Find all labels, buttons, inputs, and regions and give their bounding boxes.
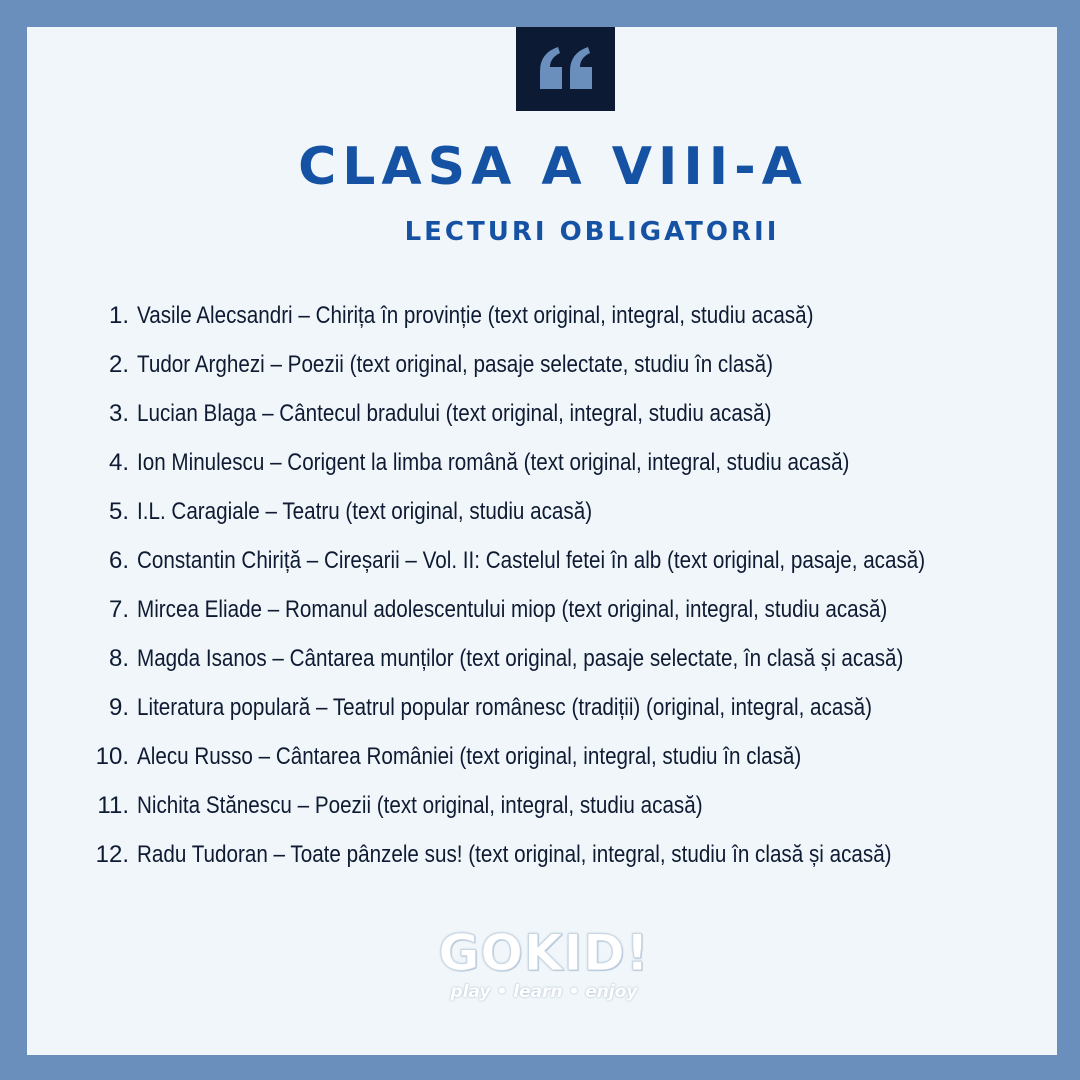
- quote-badge: [516, 27, 615, 111]
- content-panel: [27, 27, 1057, 1055]
- list-item: [67, 683, 1052, 732]
- list-item-number: 3.: [108, 399, 129, 427]
- list-item: [67, 438, 1052, 487]
- list-item-text: Alecu Russo – Cântarea României (text original, integral, studiu în clasă): [137, 742, 802, 770]
- list-item-number: 6.: [108, 546, 129, 574]
- logo-wordmark: GOKID!: [438, 924, 650, 982]
- list-item-text: Vasile Alecsandri – Chirița în provinție (text original, integral, studiu acasă): [137, 301, 814, 329]
- list-item: [67, 340, 1052, 389]
- gokid-logo: [419, 925, 669, 1015]
- list-item-number: 2.: [108, 350, 129, 378]
- list-item-number: 1.: [108, 301, 129, 329]
- list-item-number: 11.: [97, 791, 129, 819]
- list-item-text: Ion Minulescu – Corigent la limba română (text original, integral, studiu acasă): [137, 448, 850, 476]
- list-item-text: Tudor Arghezi – Poezii (text original, pasaje selectate, studiu în clasă): [137, 350, 773, 378]
- list-item-number: 9.: [108, 693, 129, 721]
- list-item-number: 10.: [95, 742, 129, 770]
- list-item-number: 8.: [108, 644, 129, 672]
- list-item-number: 4.: [108, 448, 129, 476]
- list-item-text: Constantin Chiriță – Cireșarii – Vol. II: Castelul fetei în alb (text original, pasaje, acasă): [137, 546, 926, 574]
- list-item: [67, 389, 1052, 438]
- reading-list: [67, 291, 1052, 879]
- list-item: [67, 536, 1052, 585]
- list-item: [67, 291, 1052, 340]
- list-item-number: 7.: [108, 595, 129, 623]
- list-item: [67, 585, 1052, 634]
- logo-tagline: play • learn • enjoy: [450, 982, 638, 1002]
- list-item-text: Literatura populară – Teatrul popular românesc (tradiții) (original, integral, acasă): [137, 693, 873, 721]
- page-subtitle: LECTURI OBLIGATORII: [404, 217, 780, 247]
- list-item-number: 12.: [95, 840, 129, 868]
- list-item-text: I.L. Caragiale – Teatru (text original, studiu acasă): [137, 497, 593, 525]
- list-item-text: Magda Isanos – Cântarea munților (text original, pasaje selectate, în clasă și acasă): [137, 644, 904, 672]
- list-item-text: Nichita Stănescu – Poezii (text original, integral, studiu acasă): [137, 791, 703, 819]
- list-item-text: Mircea Eliade – Romanul adolescentului miop (text original, integral, studiu acasă): [137, 595, 888, 623]
- list-item: [67, 487, 1052, 536]
- list-item-number: 5.: [108, 497, 129, 525]
- page-title: CLASA A VIII-A: [298, 137, 808, 197]
- list-item: [67, 830, 1052, 879]
- list-item: [67, 781, 1052, 830]
- quote-open-icon: [536, 45, 596, 91]
- list-item-text: Radu Tudoran – Toate pânzele sus! (text original, integral, studiu în clasă și acasă): [137, 840, 892, 868]
- list-item-text: Lucian Blaga – Cântecul bradului (text original, integral, studiu acasă): [137, 399, 772, 427]
- list-item: [67, 634, 1052, 683]
- list-item: [67, 732, 1052, 781]
